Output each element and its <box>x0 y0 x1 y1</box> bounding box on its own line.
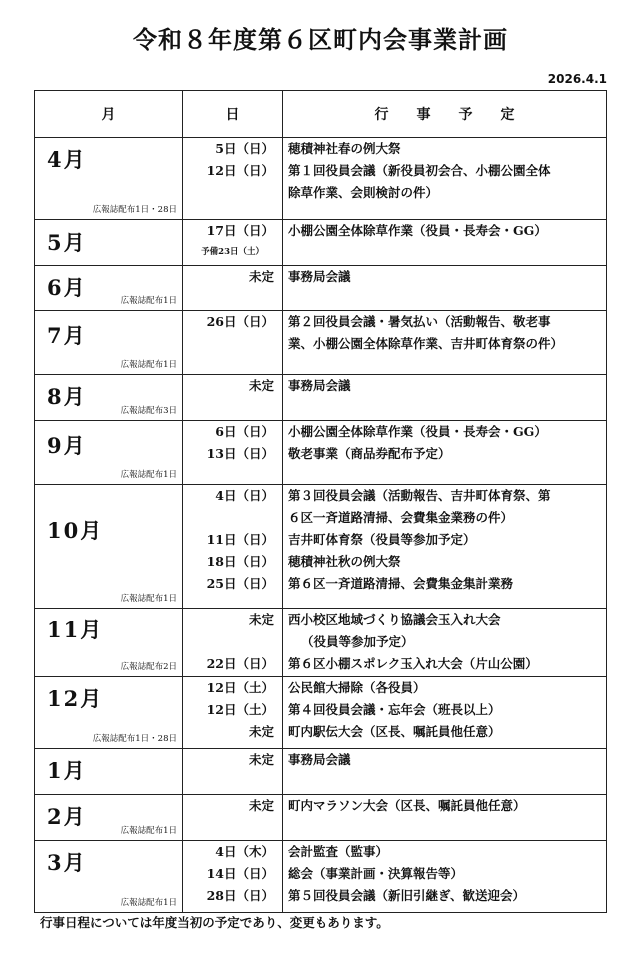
month-cell <box>35 375 183 421</box>
month-row <box>35 609 607 677</box>
month-cell <box>35 677 183 749</box>
event-entry: 町内マラソン大会（区長、嘱託員他任意） <box>288 798 526 813</box>
event-cell <box>283 220 607 266</box>
day-entry: 17日（日） <box>206 223 274 238</box>
day-entry: 5日（日） <box>215 141 274 156</box>
month-cell <box>35 485 183 609</box>
event-cell <box>283 421 607 485</box>
event-cell <box>283 266 607 311</box>
schedule-table <box>34 90 607 913</box>
distribution-note: 広報誌配布1日 <box>120 296 177 306</box>
event-cell <box>283 485 607 609</box>
distribution-note: 広報誌配布1日 <box>120 826 177 836</box>
day-entry: 26日（日） <box>206 314 274 329</box>
event-entry: 第６区小棚スポレク玉入れ大会（片山公園） <box>288 656 538 671</box>
event-cell <box>283 795 607 841</box>
month-label: 5月 <box>47 230 87 255</box>
header-day: 日 <box>183 91 283 138</box>
day-entry: 6日（日） <box>215 424 274 439</box>
day-cell <box>183 485 283 609</box>
month-cell <box>35 795 183 841</box>
month-cell <box>35 266 183 311</box>
month-label: 3月 <box>47 850 87 875</box>
event-entry: 事務局会議 <box>288 752 351 767</box>
day-entry: 予備23日（土） <box>201 247 264 257</box>
month-label: 12月 <box>47 686 104 711</box>
month-row <box>35 485 607 609</box>
day-entry: 12日（土） <box>206 680 274 695</box>
event-cell <box>283 841 607 913</box>
month-row <box>35 795 607 841</box>
header-event: 行 事 予 定 <box>283 91 607 138</box>
month-cell <box>35 841 183 913</box>
day-cell <box>183 677 283 749</box>
day-entry <box>183 631 282 653</box>
month-row <box>35 138 607 220</box>
day-cell <box>183 421 283 485</box>
day-cell <box>183 375 283 421</box>
event-cell <box>283 375 607 421</box>
day-entry: 28日（日） <box>206 888 274 903</box>
header-month: 月 <box>35 91 183 138</box>
distribution-note: 広報誌配布1日・28日 <box>92 734 177 744</box>
page-title: 令和８年度第６区町内会事業計画 <box>133 25 508 54</box>
footer-note: 行事日程については年度当初の予定であり、変更もあります。 <box>40 915 389 930</box>
month-label: 11月 <box>47 617 104 642</box>
event-entry: 除草作業、会則検討の件） <box>288 185 439 200</box>
day-cell <box>183 266 283 311</box>
month-label: 10月 <box>47 518 104 543</box>
issue-date: 2026.4.1 <box>547 72 607 86</box>
month-label: 9月 <box>47 433 87 458</box>
month-label: 8月 <box>47 384 87 409</box>
event-cell <box>283 609 607 677</box>
day-entry: 未定 <box>248 752 274 767</box>
event-cell <box>283 677 607 749</box>
month-cell <box>35 220 183 266</box>
month-row <box>35 421 607 485</box>
event-entry: 第４回役員会議・忘年会（班長以上） <box>288 702 501 717</box>
table-header-row <box>35 91 607 138</box>
day-entry: 12日（日） <box>206 163 274 178</box>
day-entry: 未定 <box>248 798 274 813</box>
month-row <box>35 220 607 266</box>
distribution-note: 広報誌配布1日 <box>120 360 177 370</box>
distribution-note: 広報誌配布1日 <box>120 594 177 604</box>
event-entry: 公民館大掃除（各役員） <box>288 680 426 695</box>
month-row <box>35 841 607 913</box>
event-cell <box>283 311 607 375</box>
day-entry: 未定 <box>248 378 274 393</box>
month-label: 1月 <box>47 758 87 783</box>
event-entry: （役員等参加予定） <box>301 634 414 649</box>
event-entry: 第１回役員会議（新役員初会合、小棚公園全体 <box>288 163 551 178</box>
event-entry: 第５回役員会議（新旧引継ぎ、歓送迎会） <box>288 888 526 903</box>
day-entry: 18日（日） <box>206 554 274 569</box>
distribution-note: 広報誌配布1日 <box>120 470 177 480</box>
event-entry: 西小校区地域づくり協議会玉入れ大会 <box>288 612 501 627</box>
day-entry: 14日（日） <box>206 866 274 881</box>
event-entry: 吉井町体育祭（役員等参加予定） <box>288 532 476 547</box>
month-label: 7月 <box>47 323 87 348</box>
event-entry: 町内駅伝大会（区長、嘱託員他任意） <box>288 724 501 739</box>
event-entry: 小棚公園全体除草作業（役員・長寿会・GG） <box>288 424 547 439</box>
event-entry: 第６区一斉道路清掃、会費集金集計業務 <box>288 576 514 591</box>
month-cell <box>35 609 183 677</box>
month-row <box>35 749 607 795</box>
day-entry: 未定 <box>248 724 274 739</box>
day-entry <box>183 507 282 529</box>
event-entry: 穂積神社春の例大祭 <box>288 141 401 156</box>
day-cell <box>183 311 283 375</box>
month-row <box>35 375 607 421</box>
day-entry: 12日（土） <box>206 702 274 717</box>
day-entry: 13日（日） <box>206 446 274 461</box>
month-cell <box>35 749 183 795</box>
day-cell <box>183 749 283 795</box>
day-entry: 22日（日） <box>206 656 274 671</box>
event-cell <box>283 749 607 795</box>
month-cell <box>35 421 183 485</box>
day-entry: 25日（日） <box>206 576 274 591</box>
event-entry: 小棚公園全体除草作業（役員・長寿会・GG） <box>288 223 547 238</box>
day-entry: 4日（日） <box>215 488 274 503</box>
event-entry: 穂積神社秋の例大祭 <box>288 554 401 569</box>
distribution-note: 広報誌配布3日 <box>120 406 177 416</box>
day-entry: 11日（日） <box>206 532 274 547</box>
event-entry: 事務局会議 <box>288 269 351 284</box>
event-entry: 敬老事業（商品券配布予定） <box>288 446 451 461</box>
month-cell <box>35 138 183 220</box>
distribution-note: 広報誌配布2日 <box>120 662 177 672</box>
distribution-note: 広報誌配布1日・28日 <box>92 205 177 215</box>
event-entry: ６区一斉道路清掃、会費集金業務の件） <box>288 510 514 525</box>
day-entry: 4日（木） <box>215 844 274 859</box>
day-cell <box>183 609 283 677</box>
day-entry: 未定 <box>248 612 274 627</box>
event-entry: 第３回役員会議（活動報告、吉井町体育祭、第 <box>288 488 551 503</box>
event-entry: 事務局会議 <box>288 378 351 393</box>
month-row <box>35 311 607 375</box>
month-label: 2月 <box>47 804 87 829</box>
month-row <box>35 677 607 749</box>
day-cell <box>183 138 283 220</box>
day-cell <box>183 841 283 913</box>
event-entry: 会計監査（監事） <box>288 844 389 859</box>
month-label: 6月 <box>47 275 87 300</box>
event-cell <box>283 138 607 220</box>
month-row <box>35 266 607 311</box>
distribution-note: 広報誌配布1日 <box>120 898 177 908</box>
month-cell <box>35 311 183 375</box>
day-cell <box>183 795 283 841</box>
day-cell <box>183 220 283 266</box>
event-entry: 業、小棚公園全体除草作業、吉井町体育祭の件） <box>288 336 564 351</box>
day-entry: 未定 <box>248 269 274 284</box>
event-entry: 第２回役員会議・暑気払い（活動報告、敬老事 <box>288 314 551 329</box>
event-entry: 総会（事業計画・決算報告等） <box>288 866 464 881</box>
month-label: 4月 <box>47 147 87 172</box>
